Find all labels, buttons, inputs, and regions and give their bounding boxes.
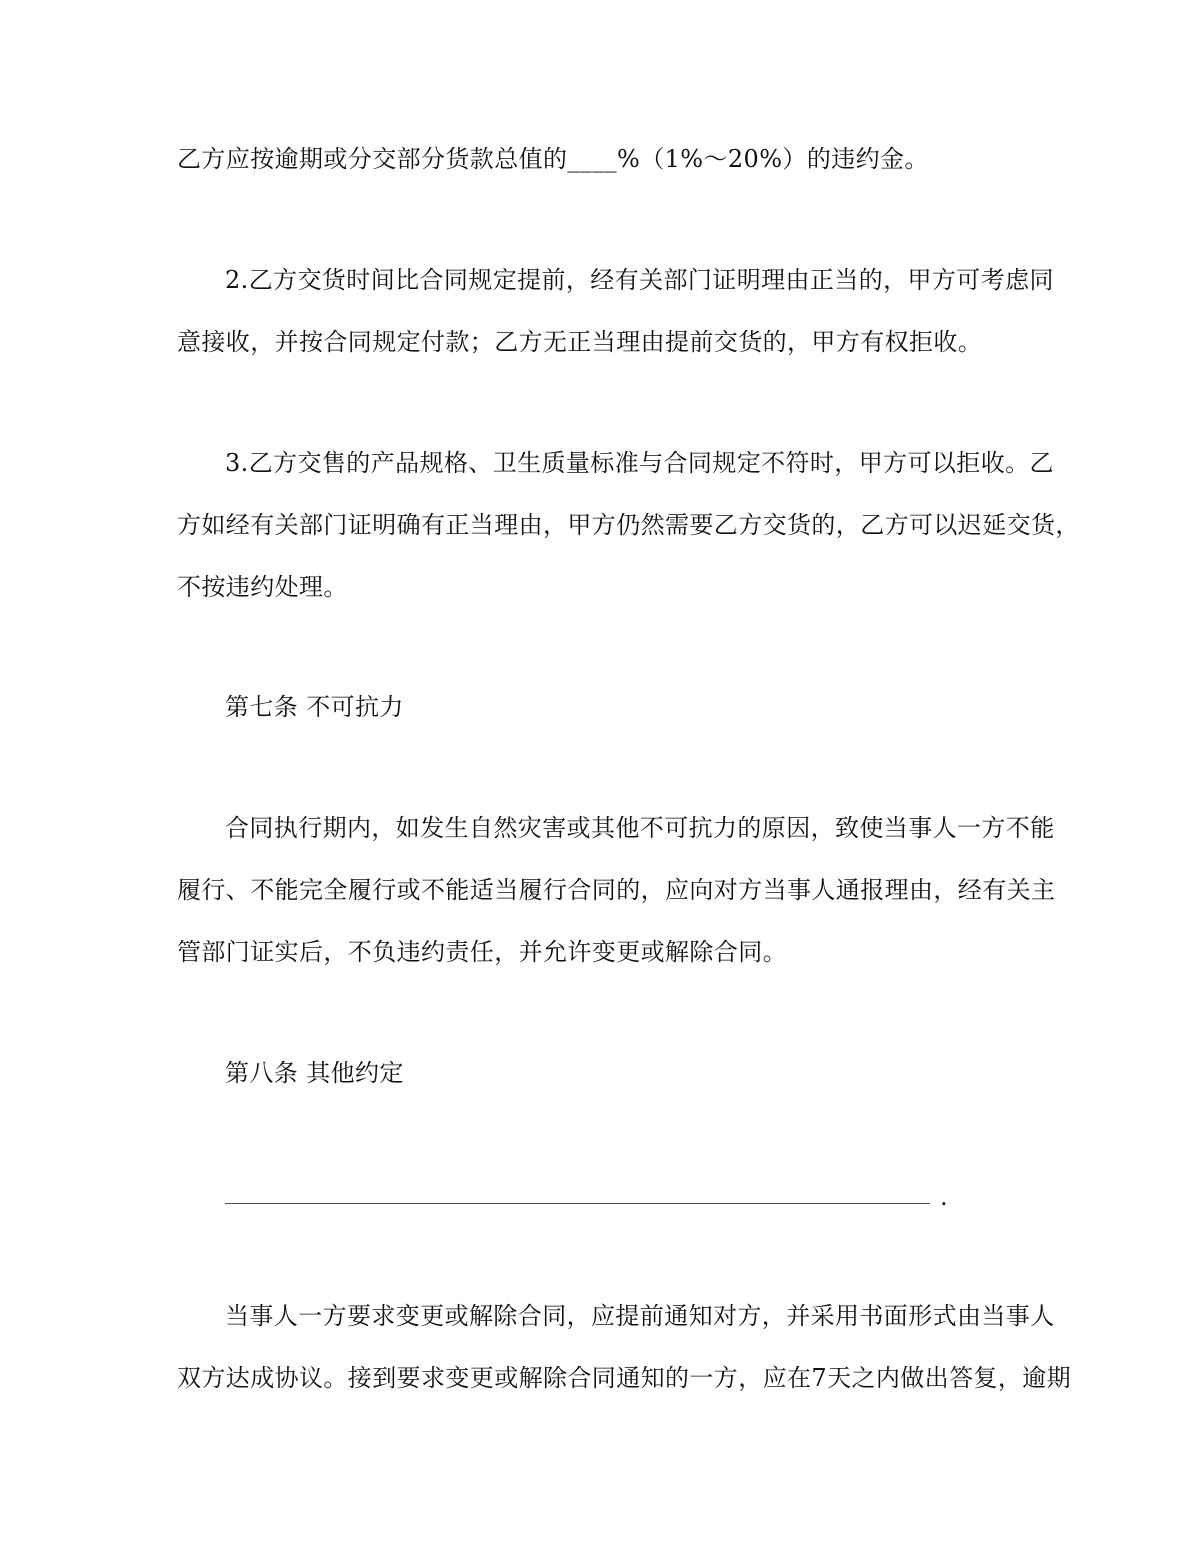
clause-3-line-3: 不按违约处理。 [177, 573, 348, 601]
article-7-heading: 第七条 不可抗力 [225, 693, 404, 721]
clause-3-line-1: 3.乙方交售的产品规格、卫生质量标准与合同规定不符时，甲方可以拒收。乙 [225, 449, 1054, 477]
article-8-heading: 第八条 其他约定 [225, 1059, 404, 1087]
modification-line-1: 当事人一方要求变更或解除合同，应提前通知对方，并采用书面形式由当事人 [225, 1302, 1055, 1330]
force-majeure-line-1: 合同执行期内，如发生自然灾害或其他不可抗力的原因，致使当事人一方不能 [225, 814, 1055, 842]
penalty-rate-line: 乙方应按逾期或分交部分货款总值的____%（1%～20%）的违约金。 [177, 145, 929, 173]
clause-3-line-2: 方如经有关部门证明确有正当理由，甲方仍然需要乙方交货的，乙方可以迟延交货， [177, 511, 1080, 539]
force-majeure-line-2: 履行、不能完全履行或不能适当履行合同的，应向对方当事人通报理由，经有关主 [177, 876, 1056, 904]
force-majeure-line-3: 管部门证实后，不负违约责任，并允许变更或解除合同。 [177, 938, 787, 966]
other-terms-blank-line [225, 1203, 930, 1204]
clause-2-line-1: 2.乙方交货时间比合同规定提前，经有关部门证明理由正当的，甲方可考虑同 [225, 266, 1054, 294]
modification-line-2: 双方达成协议。接到要求变更或解除合同通知的一方，应在7天之内做出答复，逾期 [177, 1364, 1072, 1392]
other-terms-blank-end: . [940, 1183, 948, 1211]
clause-2-line-2: 意接收，并按合同规定付款；乙方无正当理由提前交货的，甲方有权拒收。 [177, 328, 983, 356]
